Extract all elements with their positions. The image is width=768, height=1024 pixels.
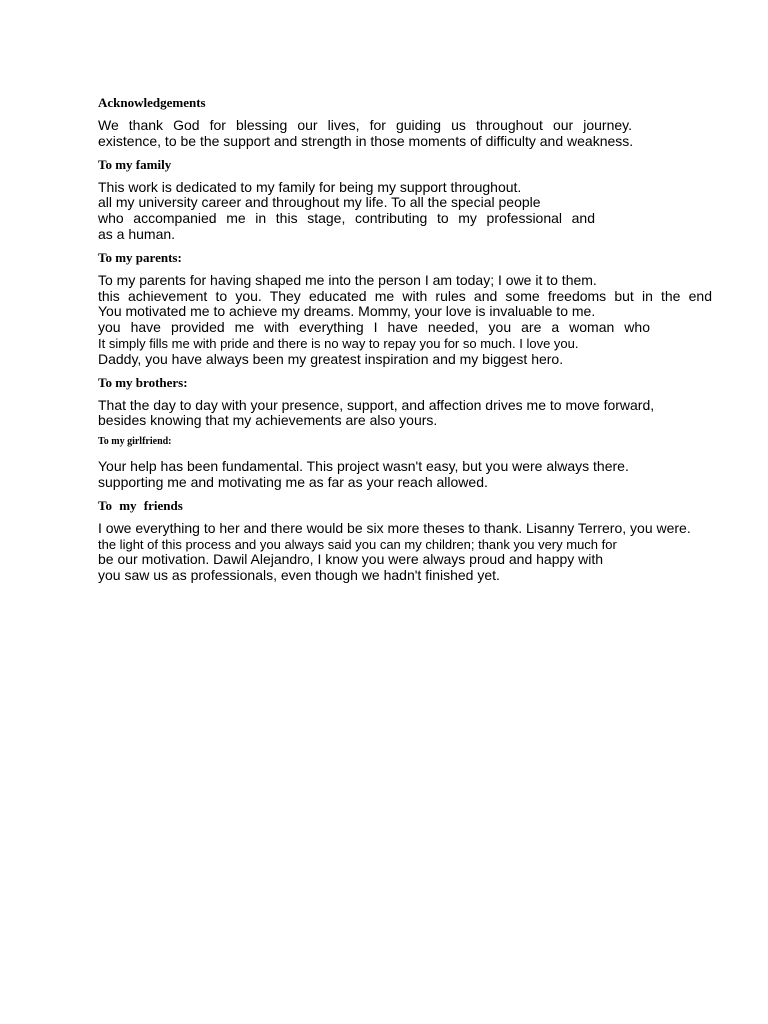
text-line: Daddy, you have always been my greatest inspiration and my biggest hero. [98, 350, 564, 367]
heading-parents: To my parents: [98, 249, 182, 265]
heading-brothers: To my brothers: [98, 374, 188, 390]
text-line: We thank God for blessing our lives, for guiding us throughout our journey. [98, 117, 632, 133]
text-line: all my university career and throughout my life. To all the special people [98, 194, 541, 211]
section-parents [98, 249, 738, 368]
section-friends [98, 497, 738, 584]
paragraph-friends [98, 521, 738, 584]
section-family [98, 156, 738, 243]
paragraph-girlfriend [98, 459, 738, 491]
document-page [98, 94, 738, 584]
text-line: I owe everything to her and there would be six more theses to thank. Lisanny Terrero, you were. [98, 519, 691, 536]
text-line: existence, to be the support and strength in those moments of difficulty and weakness. [98, 132, 634, 149]
section-brothers [98, 374, 738, 430]
paragraph-family [98, 180, 738, 243]
section-acknowledgements [98, 94, 738, 150]
text-line: you saw us as professionals, even though we hadn't finished yet. [98, 567, 500, 584]
text-line: You motivated me to achieve my dreams. Mommy, your love is invaluable to me. [98, 303, 596, 320]
paragraph-parents [98, 273, 738, 368]
section-girlfriend [98, 435, 738, 491]
text-line: To my parents for having shaped me into the person I am today; I owe it to them. [98, 271, 597, 288]
text-line: who accompanied me in this stage, contributing to my professional and [98, 210, 595, 227]
text-line: the light of this process and you always said you can my children; thank you very much for [98, 536, 617, 552]
text-line: Your help has been fundamental. This project wasn't easy, but you were always there. [98, 458, 629, 475]
text-line: It simply fills me with pride and there is no way to repay you for so much. I love you. [98, 335, 579, 351]
text-line: supporting me and motivating me as far as your reach allowed. [98, 473, 488, 490]
text-line: as a human. [98, 225, 176, 242]
heading-friends: To my friends [98, 497, 183, 513]
heading-family: To my family [98, 156, 172, 172]
heading-acknowledgements: Acknowledgements [98, 95, 206, 110]
text-line: This work is dedicated to my family for being my support throughout. [98, 178, 522, 195]
text-line: besides knowing that my achievements are also yours. [98, 412, 438, 429]
paragraph-brothers [98, 398, 738, 430]
text-line: be our motivation. Dawil Alejandro, I know you were always proud and happy with [98, 551, 604, 568]
paragraph-acknowledgements [98, 118, 738, 150]
text-line: you have provided me with everything I have needed, you are a woman who [98, 319, 650, 336]
heading-girlfriend: To my girlfriend: [98, 436, 172, 448]
text-line: That the day to day with your presence, support, and affection drives me to move forward, [98, 396, 655, 413]
text-line: this achievement to you. They educated me with rules and some freedoms but in the end [98, 287, 712, 304]
